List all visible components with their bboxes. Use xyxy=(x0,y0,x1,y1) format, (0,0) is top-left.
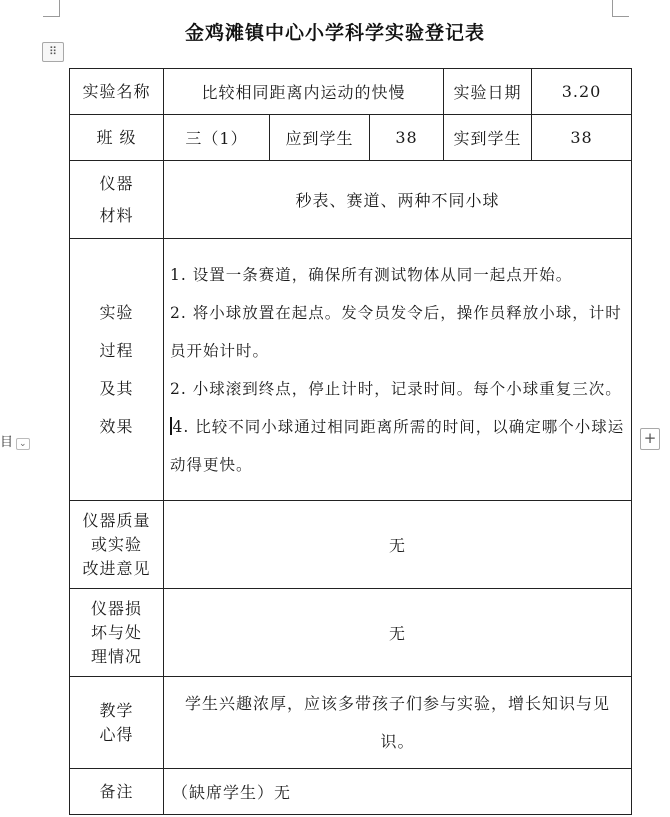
process-label xyxy=(70,239,164,501)
add-row-button[interactable]: + xyxy=(640,428,660,450)
equipment-value[interactable]: 秒表、赛道、两种不同小球 xyxy=(164,161,632,239)
process-label-line: 及其 xyxy=(99,378,134,398)
process-step: 2. 小球滚到终点，停止计时，记录时间。每个小球重复三次。 xyxy=(170,379,622,398)
improvement-label xyxy=(70,501,164,589)
table-row xyxy=(70,69,632,115)
damage-label-line: 仪器损 xyxy=(90,598,142,618)
table-row xyxy=(70,769,632,815)
reflection-label xyxy=(70,677,164,769)
process-step: 2. 将小球放置在起点。发令员发令后，操作员释放小球，计时员开始计时。 xyxy=(170,303,622,360)
process-step: 1. 设置一条赛道，确保所有测试物体从同一起点开始。 xyxy=(170,265,573,284)
damage-value[interactable]: 无 xyxy=(164,589,632,677)
reflection-label-line: 心得 xyxy=(99,724,134,744)
improvement-label-line: 仪器质量 xyxy=(82,510,151,530)
process-step: 4. 比较不同小球通过相同距离所需的时间，以确定哪个小球运动得更快。 xyxy=(170,417,625,474)
reflection-value[interactable]: 学生兴趣浓厚，应该多带孩子们参与实验，增长知识与见识。 xyxy=(164,677,632,769)
experiment-name-label: 实验名称 xyxy=(70,69,164,115)
document-title: 金鸡滩镇中心小学科学实验登记表 xyxy=(184,22,485,44)
table-row xyxy=(70,115,632,161)
process-label-line: 效果 xyxy=(99,416,134,436)
table-row xyxy=(70,677,632,769)
process-step-with-cursor xyxy=(170,408,629,484)
chevron-down-icon[interactable]: ⌄ xyxy=(16,438,30,450)
experiment-date-value[interactable]: 3.20 xyxy=(532,69,632,115)
damage-label-line: 理情况 xyxy=(90,646,142,666)
table-row xyxy=(70,501,632,589)
class-value[interactable]: 三（1） xyxy=(164,115,270,161)
actual-students-value[interactable]: 38 xyxy=(532,115,632,161)
reflection-label-line: 教学 xyxy=(99,700,134,720)
remark-label: 备注 xyxy=(70,769,164,815)
improvement-label-line: 或实验 xyxy=(90,534,142,554)
outline-tab[interactable] xyxy=(0,431,30,450)
equipment-label-line: 仪器 xyxy=(99,173,134,193)
improvement-value[interactable]: 无 xyxy=(164,501,632,589)
expected-students-label: 应到学生 xyxy=(270,115,370,161)
equipment-label xyxy=(70,161,164,239)
process-label-line: 过程 xyxy=(99,340,134,360)
margin-mark-top-left xyxy=(43,0,60,17)
table-row xyxy=(70,589,632,677)
experiment-name-value[interactable]: 比较相同距离内运动的快慢 xyxy=(164,69,444,115)
experiment-date-label: 实验日期 xyxy=(444,69,532,115)
text-cursor xyxy=(170,417,172,435)
actual-students-label: 实到学生 xyxy=(444,115,532,161)
table-row xyxy=(70,239,632,501)
margin-mark-top-right xyxy=(612,0,629,17)
experiment-record-table xyxy=(69,68,632,815)
equipment-label-line: 材料 xyxy=(99,205,134,225)
improvement-label-line: 改进意见 xyxy=(82,558,151,578)
expected-students-value[interactable]: 38 xyxy=(370,115,444,161)
damage-label xyxy=(70,589,164,677)
table-move-handle-icon[interactable]: ⠿ xyxy=(42,42,64,62)
remark-value[interactable]: （缺席学生）无 xyxy=(164,769,632,815)
table-row xyxy=(70,161,632,239)
damage-label-line: 坏与处 xyxy=(90,622,142,642)
outline-tab-label: 目 xyxy=(0,435,14,450)
process-steps[interactable] xyxy=(164,239,632,501)
class-label: 班 级 xyxy=(70,115,164,161)
process-label-line: 实验 xyxy=(99,302,134,322)
